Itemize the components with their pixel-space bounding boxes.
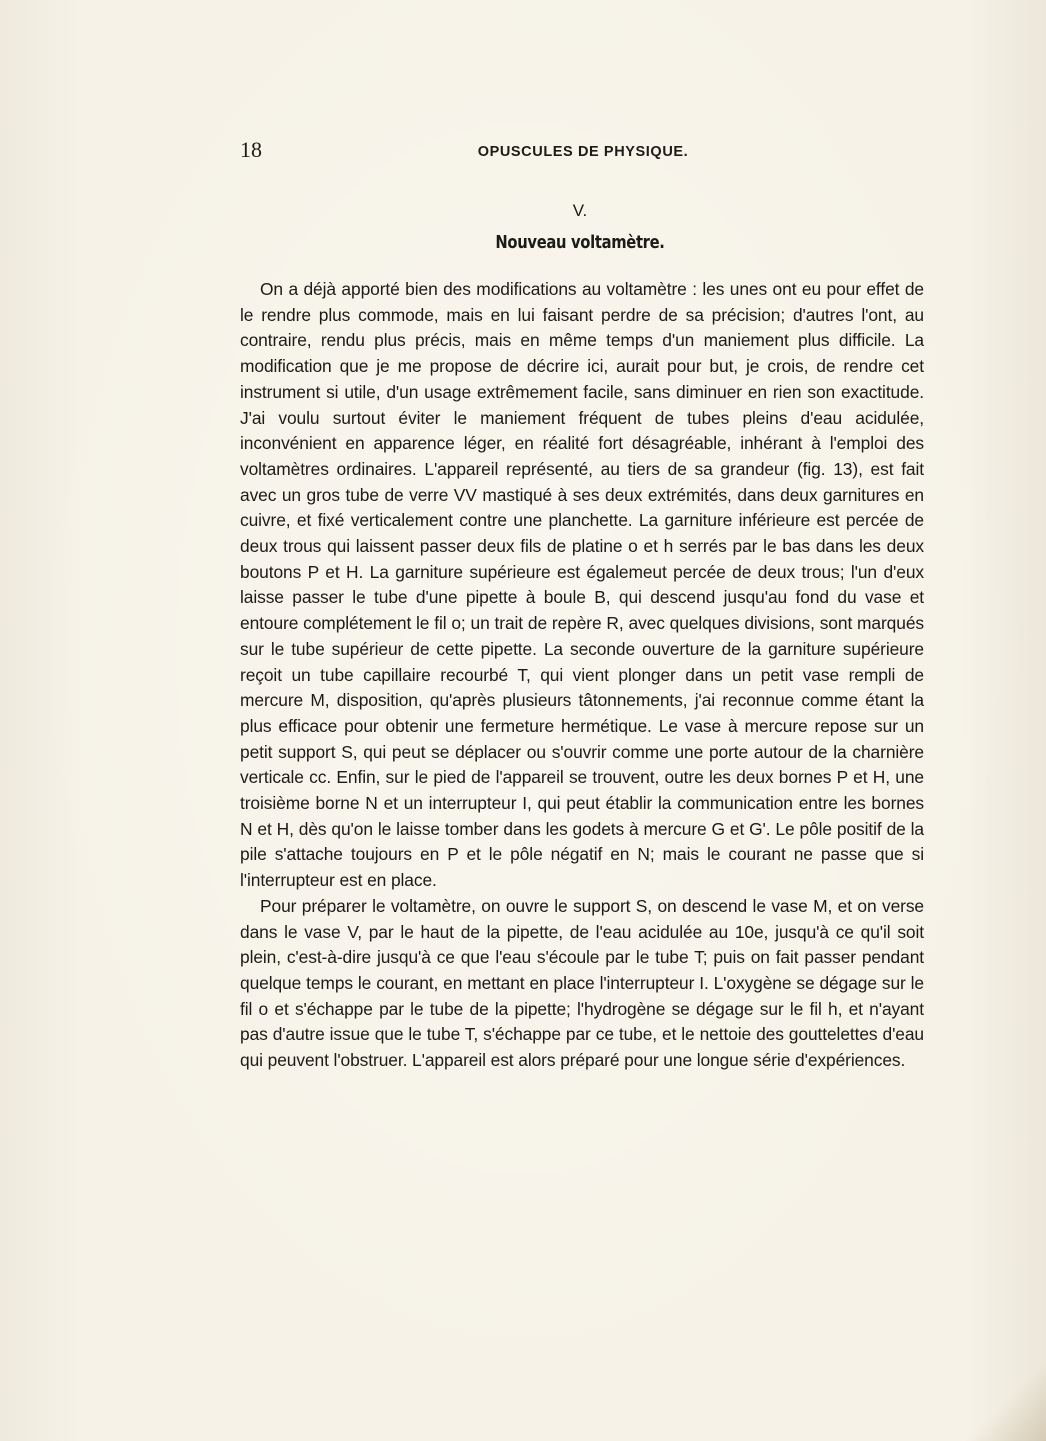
paragraph-2: Pour préparer le voltamètre, on ouvre le support S, on descend le vase M, et on verse dans le vase V, par le haut de la pipette, de l'eau acidulée au 10e, jusqu'à ce qu'il soit plein, c'est-à-dire jusqu'à ce que l'eau s'écoule par le tube T; puis on fait passer pendant quelque temps le courant, en mettant en place l'interrupteur I. L'oxygène se dégage sur le fil o et s'échappe par le tube de la pipette; l'hydrogène se dégage sur le fil h, et n'ayant pas d'autre issue que le tube T, s'échappe par ce tube, et le nettoie des gouttelettes d'eau qui peuvent l'obstruer. L'appareil est alors préparé pour une longue série d'expériences. [240, 895, 924, 1071]
paragraph-1: On a déjà apporté bien des modifications au voltamètre : les unes ont eu pour effet de le rendre plus commode, mais en lui faisant perdre de sa précision; d'autres l'ont, au contraire, rendu plus précis, mais en même temps d'un maniement plus difficile. La modification que je me propose de décrire ici, aurait pour but, je crois, de rendre cet instrument si utile, d'un usage extrêmement facile, sans diminuer en rien son exactitude. J'ai voulu surtout éviter le maniement fréquent de tubes pleins d'eau acidulée, inconvénient en apparence léger, en réalité fort désagréable, inhérant à l'emploi des voltamètres ordinaires. L'appareil représenté, au tiers de sa grandeur (fig. 13), est fait avec un gros tube de verre VV mastiqué à ses deux extrémités, dans deux garnitures en cuivre, et fixé verticalement contre une planchette. La garniture inférieure est percée de deux trous qui laissent passer deux fils de platine o et h serrés par le bas dans les deux boutons P et H. La garniture supérieure est égalemeut percée de deux trous; l'un d'eux laisse passer le tube d'une pipette à boule B, qui descend jusqu'au fond du vase et entoure complétement le fil o; un trait de repère R, avec quelques divisions, sont marqués sur le tube supérieur de cette pipette. La seconde ouverture de la garniture supérieure reçoit un tube capillaire recourbé T, qui vient plonger dans un petit vase rempli de mercure M, disposition, qu'après plusieurs tâtonnements, j'ai reconnue comme étant la plus efficace pour obtenir une fermeture hermétique. Le vase à mercure repose sur un petit support S, qui peut se déplacer ou s'ouvrir comme une porte autour de la charnière verticale cc. Enfin, sur le pied de l'appareil se trouvent, outre les deux bornes P et H, une troisième borne N et un interrupteur I, qui peut établir la communication entre les bornes N et H, dès qu'on le laisse tomber dans les godets à mercure G et G'. Le pôle positif de la pile s'attache toujours en P et le pôle négatif en N; mais le courant ne passe que si l'interrupteur est en place. [240, 279, 924, 891]
running-title: OPUSCULES DE PHYSIQUE. [477, 144, 689, 160]
page-corner-shadow [956, 1351, 1046, 1441]
section-title: Nouveau voltamètre. [495, 232, 665, 253]
page-number: 18 [240, 137, 262, 162]
body-text [240, 277, 924, 1074]
section-number: V. [572, 201, 588, 220]
